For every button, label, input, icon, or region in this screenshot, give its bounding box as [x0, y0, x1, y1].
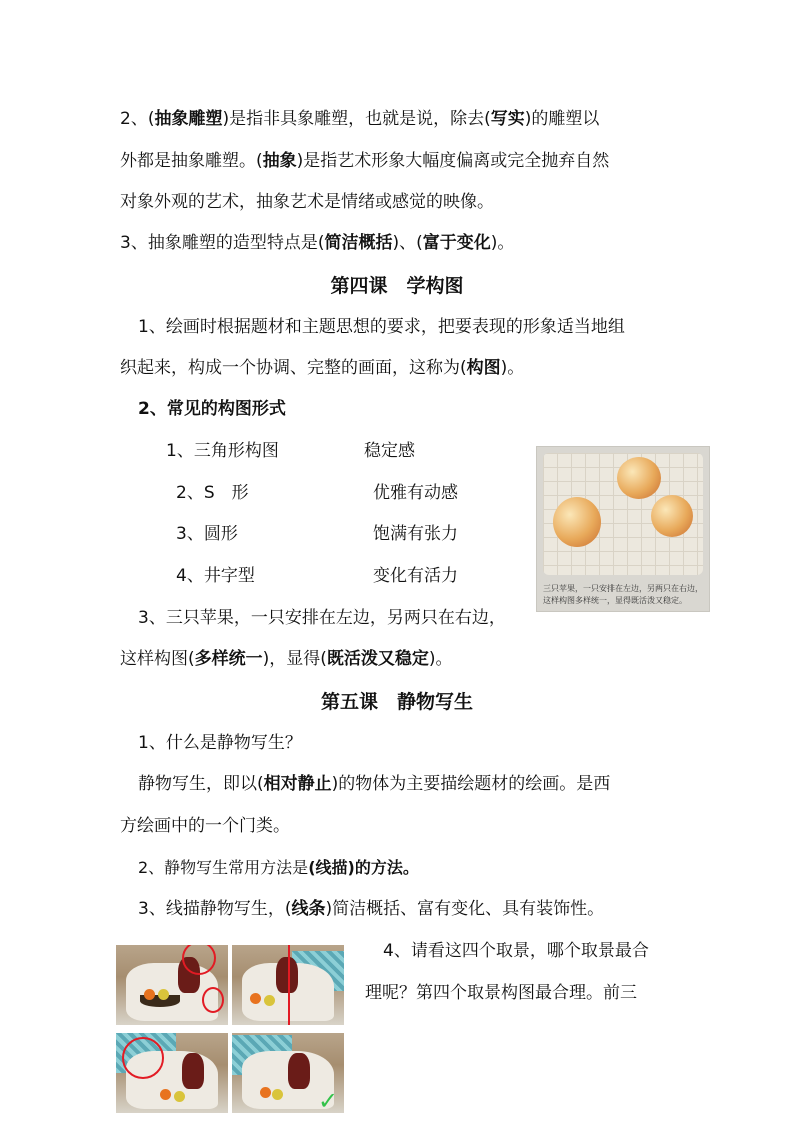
text-run: )，显得(	[262, 649, 327, 669]
text-run: 3、线描静物写生，(	[138, 899, 292, 919]
lesson5-q4-line1: 4、请看这四个取景，哪个取景最合	[383, 941, 649, 961]
still-life-photo-3	[116, 1033, 228, 1113]
lesson5-q1: 1、什么是静物写生？	[138, 733, 302, 753]
term-varied: 富于变化	[422, 233, 491, 253]
term-abstract-sculpture: 抽象雕塑	[154, 109, 223, 129]
form-2-name: 2、S 形	[176, 483, 249, 503]
lesson5-a1-line2: 方绘画中的一个门类。	[120, 816, 290, 836]
term-unity-in-variety: 多样统一	[194, 649, 263, 669]
orange-shape	[160, 1089, 171, 1100]
apple-bottom-right	[651, 495, 693, 537]
text-run: )简洁概括、富有变化、具有装饰性。	[325, 899, 605, 919]
text-run: )的物体为主要描绘题材的绘画。是西	[331, 774, 611, 794]
red-circle-mark	[182, 945, 216, 975]
green-check-icon: ✓	[318, 1087, 339, 1113]
text-run: )是指艺术形象大幅度偏离或完全抛弃自然	[296, 151, 610, 171]
term-relatively-static: 相对静止	[263, 774, 332, 794]
abstract-p3	[120, 232, 514, 254]
orange-shape	[260, 1087, 271, 1098]
term-lively-stable: 既活泼又稳定	[326, 649, 429, 669]
form-4-name: 4、井字型	[176, 566, 255, 586]
term-realistic: 写实	[490, 109, 525, 129]
three-apples-figure	[536, 446, 710, 612]
vase-shape	[288, 1053, 310, 1089]
vase-shape	[182, 1053, 204, 1089]
apple-shape	[272, 1089, 283, 1100]
orange-shape	[144, 989, 155, 1000]
term-lines: 线条	[291, 899, 326, 919]
term-abstract: 抽象	[262, 151, 297, 171]
text-run: 2、静物写生常用方法是	[138, 858, 309, 877]
abstract-p2-line2	[120, 150, 609, 172]
abstract-p2-line3: 对象外观的艺术，抽象艺术是情绪或感觉的映像。	[120, 192, 494, 212]
form-2-feel: 优雅有动感	[373, 483, 458, 503]
lesson5-q3	[138, 898, 604, 920]
term-composition: 构图	[466, 358, 501, 378]
form-3-name: 3、圆形	[176, 524, 238, 544]
form-3-feel: 饱满有张力	[373, 524, 458, 544]
text-run: 织起来，构成一个协调、完整的画面，这称为(	[120, 358, 467, 378]
still-life-photo-2	[232, 945, 344, 1025]
still-life-photo-1	[116, 945, 228, 1025]
term-concise: 简洁概括	[324, 233, 393, 253]
text-run: 3、抽象雕塑的造型特点是(	[120, 233, 325, 253]
text-run: )。	[428, 649, 453, 669]
form-4-feel: 变化有活力	[373, 566, 458, 586]
term-line-drawing: (线描)的方法。	[308, 858, 419, 877]
red-circle-mark	[202, 987, 224, 1013]
lesson4-p3-line1: 3、三只苹果，一只安排在左边，另两只在右边，	[138, 608, 506, 628]
apple-shape	[158, 989, 169, 1000]
lesson5-q2	[138, 857, 419, 879]
text-run: )。	[490, 233, 515, 253]
text-run: )的雕塑以	[524, 109, 600, 129]
still-life-photo-4	[232, 1033, 344, 1113]
lesson5-q4-line2: 理呢？第四个取景构图最合理。前三	[365, 983, 637, 1003]
apple-top-right	[617, 457, 661, 499]
text-run: 外都是抽象雕塑。(	[120, 151, 263, 171]
red-circle-mark	[122, 1037, 164, 1079]
abstract-p2-line1	[120, 108, 599, 130]
lesson4-title: 第四课 学构图	[330, 275, 464, 297]
lesson4-p1-line1: 1、绘画时根据题材和主题思想的要求，把要表现的形象适当地组	[138, 317, 625, 337]
apple-shape	[174, 1091, 185, 1102]
figure-caption: 三只苹果，一只安排在左边，另两只在右边，这样构图多样统一，显得既活泼又稳定。	[543, 584, 703, 605]
vase-shape	[276, 957, 298, 993]
form-1-name: 1、三角形构图	[166, 441, 279, 461]
orange-shape	[250, 993, 261, 1004]
form-1-feel: 稳定感	[364, 441, 415, 461]
apple-left	[553, 497, 601, 547]
lesson4-p2-heading: 2、常见的构图形式	[138, 399, 286, 419]
text-run: )。	[500, 358, 525, 378]
lesson5-a1-line1	[138, 773, 610, 795]
lesson4-p3-line2	[120, 648, 453, 670]
lesson4-p1-line2	[120, 357, 524, 379]
red-center-line	[288, 945, 290, 1025]
text-run: 2、(	[120, 109, 155, 129]
text-run: 静物写生，即以(	[138, 774, 264, 794]
lesson5-title: 第五课 静物写生	[320, 691, 473, 713]
apple-shape	[264, 995, 275, 1006]
text-run: 这样构图(	[120, 649, 195, 669]
text-run: )、(	[392, 233, 423, 253]
text-run: )是指非具象雕塑，也就是说，除去(	[222, 109, 491, 129]
